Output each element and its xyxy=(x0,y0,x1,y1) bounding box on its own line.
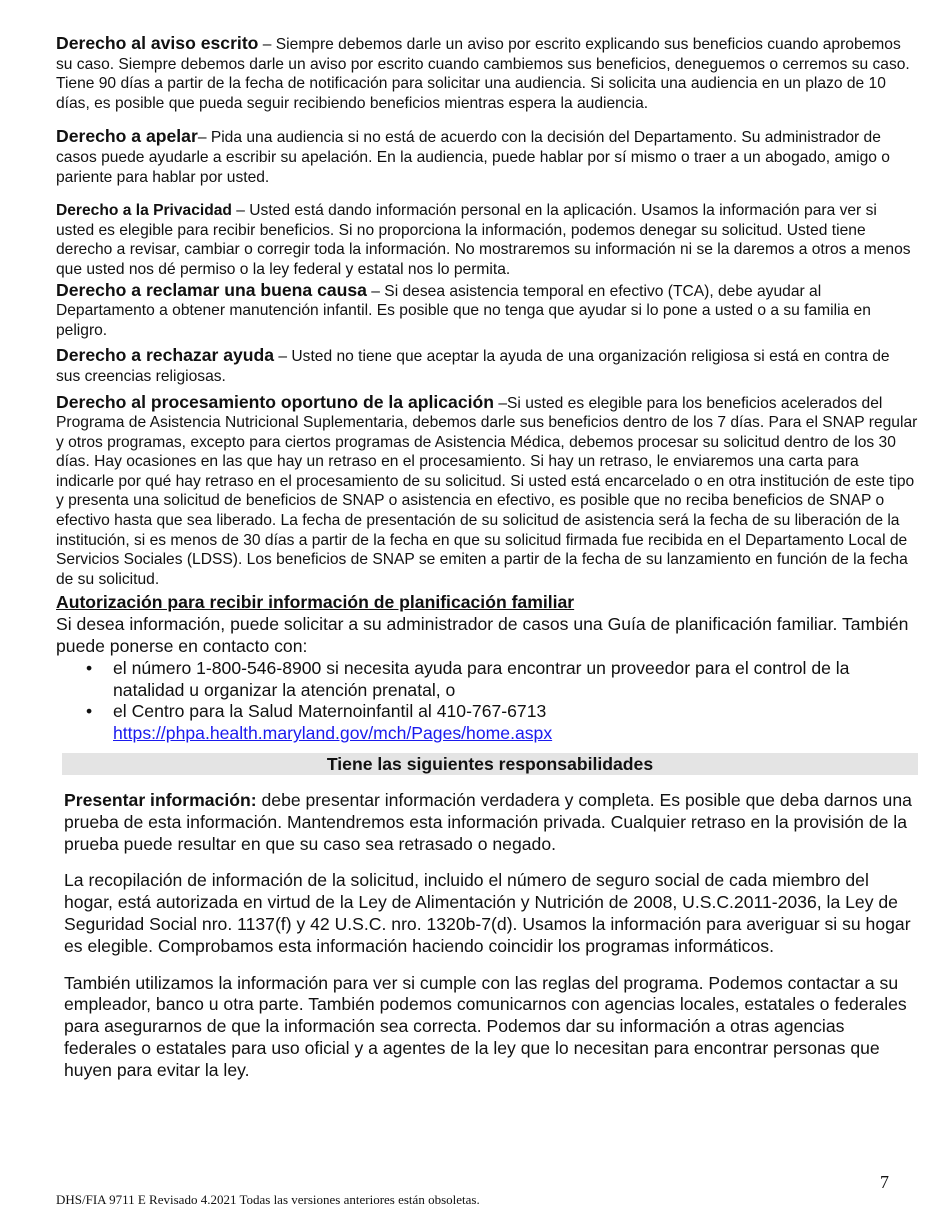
section-title: Derecho a reclamar una buena causa xyxy=(56,279,367,300)
section-title: Derecho al procesamiento oportuno de la aplicación xyxy=(56,391,494,412)
section-rechazar-ayuda xyxy=(56,346,918,386)
section-aviso-escrito xyxy=(56,34,918,113)
responsibility-text: debe presentar información verdadera y completa. Es posible que deba darnos una prueba de esta información. Mantendremos esta información privada. Cualquier retraso en la provisión de la prueba puede resultar en que su caso sea retrasado o negado. xyxy=(64,790,912,854)
document-page xyxy=(56,34,918,1097)
section-text: – Usted está dando información personal en la aplicación. Usamos la información para ver si usted es elegible para recibir beneficios. Si no proporciona la información, podemos denegar su solicitud. Usted tiene derecho a revisar, cambiar o corregir toda la información. No mostraremos su información ni se la daremos a otros a menos que usted nos dé permiso o la ley federal y estatal nos lo permita. xyxy=(56,202,911,278)
family-planning-title: Autorización para recibir información de planificación familiar xyxy=(56,592,575,613)
footer-form-id: DHS/FIA 9711 E Revisado 4.2021 Todas las versiones anteriores están obsoletas. xyxy=(56,1192,480,1207)
responsibility-title: Presentar información: xyxy=(64,790,257,811)
responsibility-paragraph: También utilizamos la información para ver si cumple con las reglas del programa. Podemos contactar a su empleador, banco u otra parte. También podemos comunicarnos con agencias locales, estatales o federales para asegurarnos de que la información sea correcta. Podemos dar su información a otras agencias federales o estatales para uso oficial y a agentes de la ley que lo necesitan para encontrar personas que huyen para evitar la ley. xyxy=(64,972,907,1080)
family-planning-contacts xyxy=(56,658,918,745)
contact-phone-text: el número 1-800-546-8900 si necesita ayuda para encontrar un proveedor para el control de la natalidad u organizar la atención prenatal, o xyxy=(113,657,850,700)
responsibility-paragraph: La recopilación de información de la solicitud, incluido el número de seguro social de cada miembro del hogar, está autorizada en virtud de la Ley de Alimentación y Nutrición de 2008, U.S.C.2011-2036, la Ley de Seguridad Social nro. 1137(f) y 42 U.S.C. nro. 1320b-7(d). Usamos la información para averiguar si su hogar es elegible. Comprobamos esta información haciendo coincidir los programas informáticos. xyxy=(64,870,911,956)
list-item xyxy=(113,701,918,745)
page-number: 7 xyxy=(880,1172,889,1192)
section-text: – Si desea asistencia temporal en efectivo (TCA), debe ayudar al Departamento a obtener manutención infantil. Es posible que no tenga que ayudar si lo pone a usted o a su familia en peligro. xyxy=(56,282,871,339)
list-item xyxy=(113,658,918,702)
responsibilities-heading: Tiene las siguientes responsabilidades xyxy=(62,753,918,775)
responsibility-info xyxy=(64,790,918,855)
section-procesamiento xyxy=(56,393,918,590)
section-text: – Usted no tiene que aceptar la ayuda de una organización religiosa si está en contra de sus creencias religiosas. xyxy=(56,348,890,385)
family-planning-intro: Si desea información, puede solicitar a su administrador de casos una Guía de planificación familiar. También puede ponerse en contacto con: xyxy=(56,614,909,657)
section-text: – Pida una audiencia si no está de acuerdo con la decisión del Departamento. Su administrador de casos puede ayudarle a escribir su apelación. En la audiencia, puede hablar por sí mismo o traer a un abogado, amigo o pariente para hablar por usted. xyxy=(56,129,890,186)
section-privacidad xyxy=(56,201,918,279)
contact-center-text: el Centro para la Salud Maternoinfantil al 410-767-6713 xyxy=(113,701,547,722)
section-buena-causa xyxy=(56,281,918,341)
section-text: – Siempre debemos darle un aviso por escrito explicando sus beneficios cuando aprobemos su caso. Siempre debemos darle un aviso por escrito cuando cambiemos sus beneficios, deneguemos o cerremos su caso. Tiene 90 días a partir de la fecha de notificación para solicitar una audiencia. Si solicita una audiencia en un plazo de 10 días, es posible que pueda seguir recibiendo beneficios mientras espera la audiencia. xyxy=(56,36,910,112)
section-text: –Si usted es elegible para los beneficios acelerados del Programa de Asistencia Nutricional Suplementaria, debemos darle sus beneficios dentro de los 7 días. Para el SNAP regular y otros programas, excepto para ciertos programas de Asistencia Médica, debemos procesar su solicitud dentro de los 30 días. Hay ocasiones en las que hay un retraso en el procesamiento. Si hay un retraso, le enviaremos una carta para indicarle por qué hay retraso en el procesamiento de su solicitud. Si usted está encarcelado o en otra institución de este tipo y presenta una solicitud de beneficios de SNAP o asistencia en efectivo, es posible que no reciba beneficios de SNAP o efectivo hasta que sea liberado. La fecha de presentación de su solicitud de asistencia será la fecha de su liberación de la institución, si es menos de 30 días a partir de la fecha en que su solicitud firmada fue recibida en el Departamento Local de Servicios Sociales (LDSS). Los beneficios de SNAP se emiten a partir de la fecha de su lanzamiento en función de la fecha de su solicitud. xyxy=(56,394,918,588)
section-apelar xyxy=(56,127,918,187)
section-title: Derecho al aviso escrito xyxy=(56,33,259,53)
section-title: Derecho a rechazar ayuda xyxy=(56,345,275,366)
section-title: Derecho a la Privacidad xyxy=(56,202,232,220)
family-planning-section xyxy=(56,592,918,745)
mch-link[interactable]: https://phpa.health.maryland.gov/mch/Pages/home.aspx xyxy=(113,723,553,744)
section-title: Derecho a apelar xyxy=(56,126,198,147)
responsibilities-body xyxy=(56,790,918,1082)
